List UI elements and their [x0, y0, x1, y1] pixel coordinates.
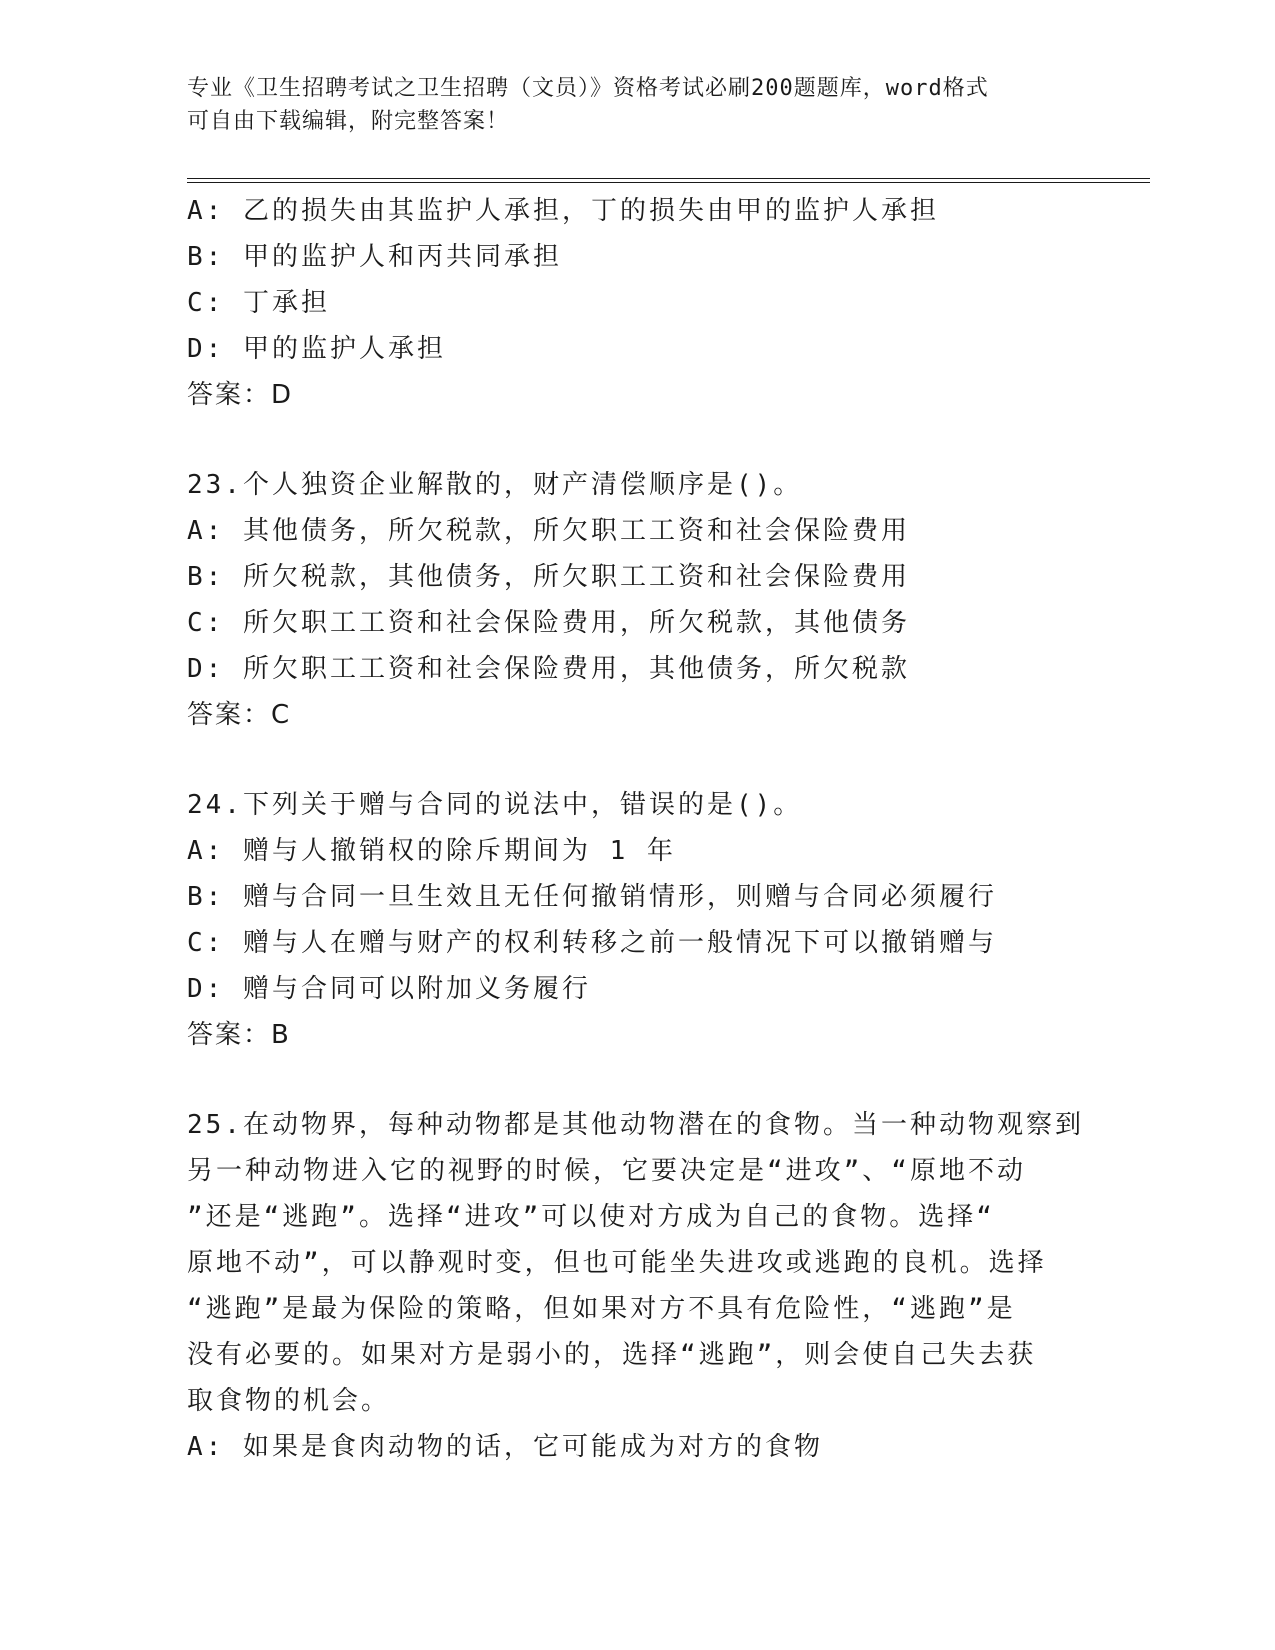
header-title-line-2: 可自由下载编辑，附完整答案！	[187, 109, 510, 134]
question-stem: 23.个人独资企业解散的，财产清偿顺序是()。	[187, 470, 803, 500]
option-a: A: 赠与人撤销权的除斥期间为 1 年	[187, 836, 676, 866]
question-25	[187, 1102, 1084, 1470]
option-c: C: 所欠职工工资和社会保险费用，所欠税款，其他债务	[187, 608, 910, 638]
question-stem-line: 取食物的机会。	[187, 1386, 391, 1416]
question-stem-line: 25.在动物界，每种动物都是其他动物潜在的食物。当一种动物观察到	[187, 1110, 1084, 1140]
header-title-line-1: 专业《卫生招聘考试之卫生招聘（文员）》资格考试必刷200题题库，word格式	[187, 76, 989, 101]
question-stem-line: 另一种动物进入它的视野的时候，它要决定是“进攻”、“原地不动	[187, 1156, 1026, 1186]
answer-line: 答案：D	[187, 380, 294, 410]
question-23	[187, 462, 1067, 738]
question-stem-line: “逃跑”是最为保险的策略，但如果对方不具有危险性，“逃跑”是	[187, 1294, 1016, 1324]
option-a: A: 其他债务，所欠税款，所欠职工工资和社会保险费用	[187, 516, 910, 546]
answer-line: 答案：B	[187, 1020, 291, 1050]
header-divider-top	[187, 178, 1150, 179]
spacer	[187, 1058, 1067, 1102]
question-22-continued	[187, 188, 1067, 418]
question-stem: 24.下列关于赠与合同的说法中，错误的是()。	[187, 790, 803, 820]
question-24	[187, 782, 1067, 1058]
question-stem-line: ”还是“逃跑”。选择“进攻”可以使对方成为自己的食物。选择“	[187, 1202, 995, 1232]
question-stem-line: 原地不动”，可以静观时变，但也可能坐失进攻或逃跑的良机。选择	[187, 1248, 1047, 1278]
spacer	[187, 738, 1067, 782]
option-b: B: 所欠税款，其他债务，所欠职工工资和社会保险费用	[187, 562, 910, 592]
document-header	[187, 72, 1087, 138]
question-body	[187, 188, 1084, 1470]
option-d: D: 赠与合同可以附加义务履行	[187, 974, 591, 1004]
answer-line: 答案：C	[187, 700, 292, 730]
option-b: B: 甲的监护人和丙共同承担	[187, 242, 562, 272]
option-d: D: 甲的监护人承担	[187, 334, 446, 364]
option-a: A: 如果是食肉动物的话，它可能成为对方的食物	[187, 1432, 823, 1462]
question-stem-line: 没有必要的。如果对方是弱小的，选择“逃跑”，则会使自己失去获	[187, 1340, 1037, 1370]
option-b: B: 赠与合同一旦生效且无任何撤销情形，则赠与合同必须履行	[187, 882, 997, 912]
spacer	[187, 418, 1067, 462]
option-a: A: 乙的损失由其监护人承担，丁的损失由甲的监护人承担	[187, 196, 939, 226]
header-divider-bottom	[187, 182, 1150, 183]
option-c: C: 赠与人在赠与财产的权利转移之前一般情况下可以撤销赠与	[187, 928, 997, 958]
option-c: C: 丁承担	[187, 288, 330, 318]
option-d: D: 所欠职工工资和社会保险费用，其他债务，所欠税款	[187, 654, 910, 684]
